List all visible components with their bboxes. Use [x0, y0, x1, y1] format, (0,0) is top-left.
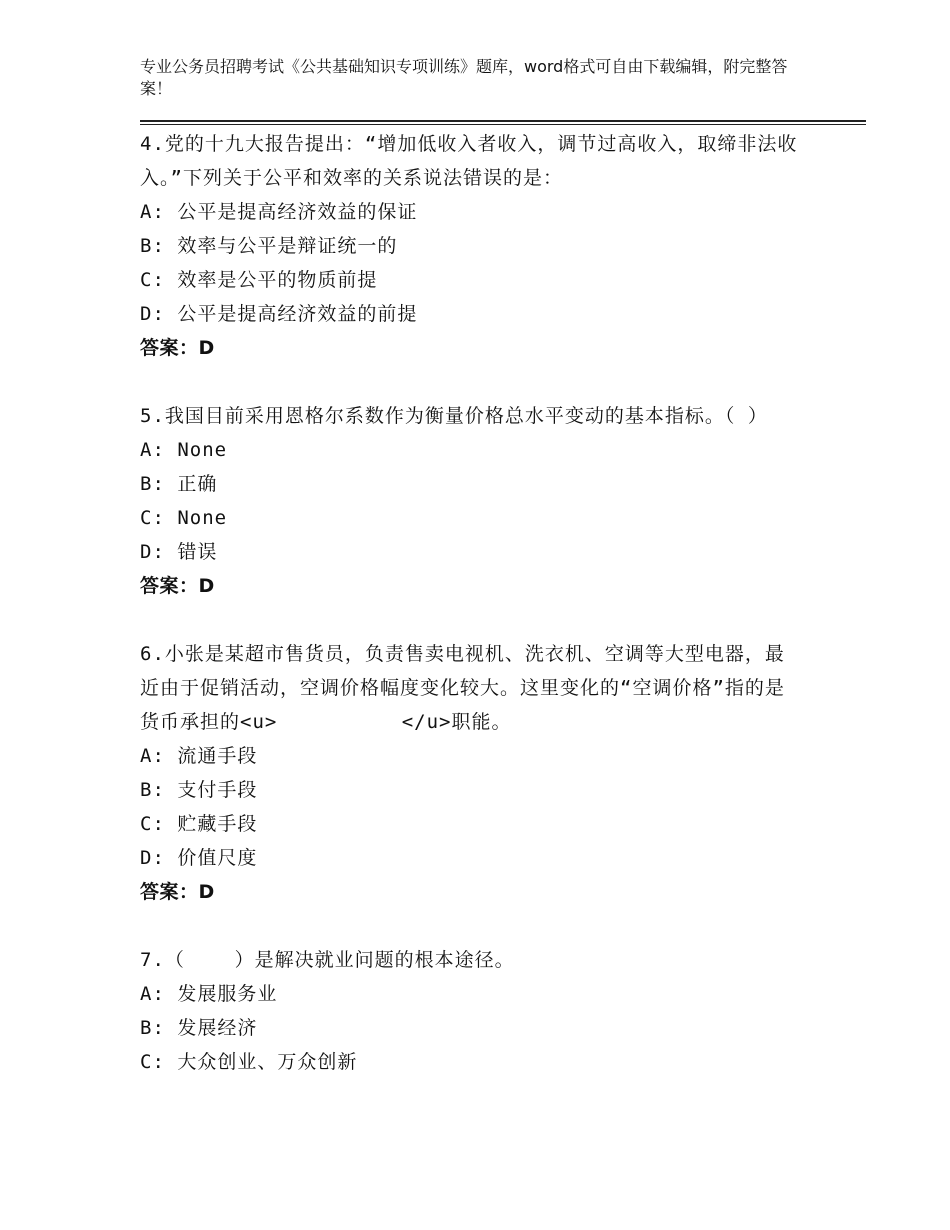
answer-label: 答案：D [140, 575, 215, 597]
option-a: A: 公平是提高经济效益的保证 [140, 201, 418, 223]
answer-label: 答案：D [140, 337, 215, 359]
option-b: B: 支付手段 [140, 779, 258, 801]
question-5 [140, 399, 800, 603]
option-c: C: 贮藏手段 [140, 813, 258, 835]
question-4 [140, 127, 800, 365]
option-c: C: None [140, 507, 228, 529]
option-a: A: 流通手段 [140, 745, 258, 767]
question-stem: 4.党的十九大报告提出：“增加低收入者收入，调节过高收入，取缔非法收入。”下列关于公平和效率的关系说法错误的是： [140, 133, 798, 189]
option-b: B: 发展经济 [140, 1017, 258, 1039]
question-stem: 5.我国目前采用恩格尔系数作为衡量价格总水平变动的基本指标。（ ） [140, 405, 768, 427]
option-a: A: None [140, 439, 228, 461]
question-stem: 6.小张是某超市售货员，负责售卖电视机、洗衣机、空调等大型电器，最近由于促销活动，空调价格幅度变化较大。这里变化的“空调价格”指的是货币承担的<u> </u>职能。 [140, 643, 785, 733]
option-a: A: 发展服务业 [140, 983, 278, 1005]
question-7 [140, 943, 800, 1079]
option-b: B: 效率与公平是辩证统一的 [140, 235, 398, 257]
header-divider [140, 120, 866, 126]
question-stem: 7.（ ）是解决就业问题的根本途径。 [140, 949, 515, 971]
option-c: C: 大众创业、万众创新 [140, 1051, 358, 1073]
answer-label: 答案：D [140, 881, 215, 903]
option-d: D: 错误 [140, 541, 218, 563]
option-b: B: 正确 [140, 473, 218, 495]
option-d: D: 价值尺度 [140, 847, 258, 869]
document-header: 专业公务员招聘考试《公共基础知识专项训练》题库，word格式可自由下载编辑，附完整答案！ [140, 57, 788, 98]
question-list [140, 127, 800, 1113]
divider-thin-line [140, 124, 866, 125]
option-d: D: 公平是提高经济效益的前提 [140, 303, 418, 325]
question-6 [140, 637, 800, 909]
divider-thick-line [140, 120, 866, 122]
option-c: C: 效率是公平的物质前提 [140, 269, 378, 291]
